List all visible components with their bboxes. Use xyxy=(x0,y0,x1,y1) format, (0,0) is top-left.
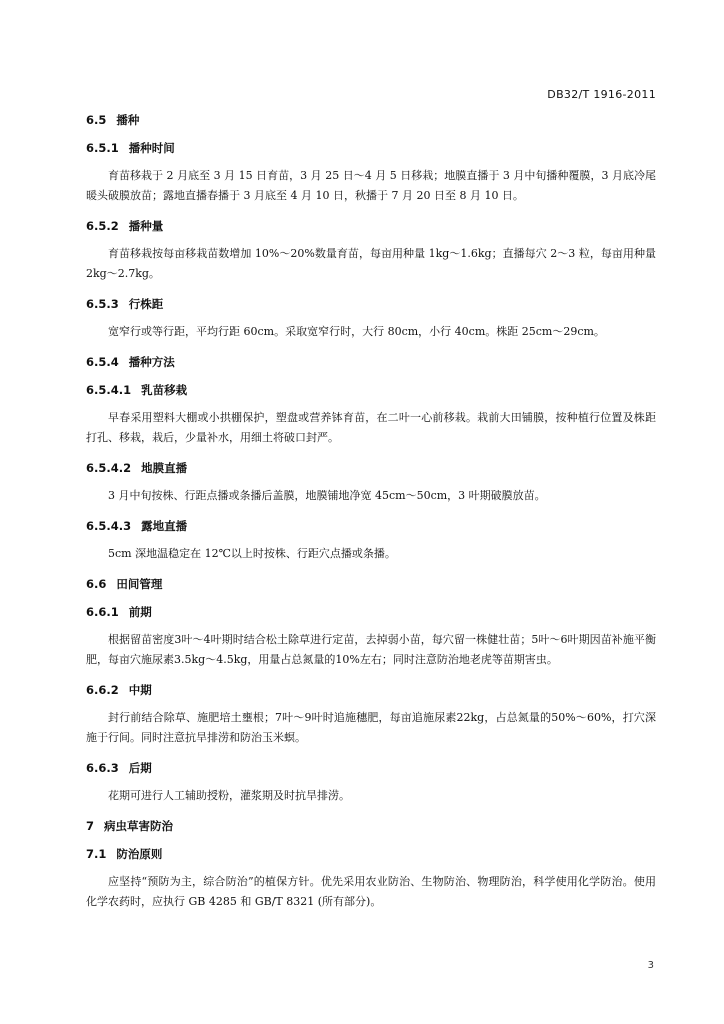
section-number: 6.5.1 xyxy=(86,141,119,155)
section-title: 行株距 xyxy=(128,297,164,311)
section-number: 6.6.1 xyxy=(86,605,119,619)
section-title: 乳苗移栽 xyxy=(141,383,188,397)
section-number: 6.6.3 xyxy=(86,761,119,775)
section-heading xyxy=(86,682,656,698)
section-number: 6.5.3 xyxy=(86,297,119,311)
section-heading xyxy=(86,218,656,234)
section-heading xyxy=(86,354,656,370)
section-paragraph: 早春采用塑料大棚或小拱棚保护，塑盘或营养钵育苗，在二叶一心前移栽。栽前大田铺膜，按种植行位置及株距打孔、移栽，栽后，少量补水，用细土将破口封严。 xyxy=(86,411,656,444)
section-paragraph: 封行前结合除草、施肥培土壅根；7叶～9叶时追施穗肥，每亩追施尿素22kg，占总氮量的50%～60%，打穴深施于行间。同时注意抗旱排涝和防治玉米螟。 xyxy=(86,711,656,744)
section-number: 7.1 xyxy=(86,847,107,861)
page-number: 3 xyxy=(647,960,654,971)
document-header-code: DB32/T 1916-2011 xyxy=(547,88,656,101)
section-title: 田间管理 xyxy=(116,577,163,591)
section-title: 中期 xyxy=(128,683,152,697)
section-number: 6.5.4 xyxy=(86,355,119,369)
section-title: 播种量 xyxy=(128,219,164,233)
section-heading xyxy=(86,112,656,128)
section-paragraph: 育苗移栽按每亩移栽苗数增加 10%～20%数量育苗，每亩用种量 1kg～1.6kg；直播每穴 2～3 粒，每亩用种量 2kg～2.7kg。 xyxy=(86,247,656,280)
section-title: 防治原则 xyxy=(116,847,163,861)
section-heading xyxy=(86,460,656,476)
section-title: 播种方法 xyxy=(128,355,175,369)
section-title: 播种时间 xyxy=(128,141,175,155)
section-heading xyxy=(86,604,656,620)
section-heading xyxy=(86,576,656,592)
section-number: 6.5.4.2 xyxy=(86,461,132,475)
section-paragraph: 宽窄行或等行距，平均行距 60cm。采取宽窄行时，大行 80cm，小行 40cm。株距 25cm～29cm。 xyxy=(108,325,605,338)
section-title: 前期 xyxy=(128,605,152,619)
section-heading xyxy=(86,760,656,776)
section-paragraph: 根据留苗密度3叶～4叶期时结合松土除草进行定苗，去掉弱小苗，每穴留一株健壮苗；5叶～6叶期因苗补施平衡肥，每亩穴施尿素3.5kg～4.5kg，用量占总氮量的10%左右；同时注意防治地老虎等苗期害虫。 xyxy=(86,633,656,666)
section-heading xyxy=(86,846,656,862)
section-title: 露地直播 xyxy=(141,519,188,533)
section-title: 播种 xyxy=(116,113,140,127)
section-paragraph: 3 月中旬按株、行距点播或条播后盖膜，地膜铺地净宽 45cm～50cm，3 叶期破膜放苗。 xyxy=(108,489,546,502)
section-paragraph: 花期可进行人工辅助授粉，灌浆期及时抗旱排涝。 xyxy=(108,789,350,802)
section-title: 病虫草害防治 xyxy=(104,819,174,833)
section-paragraph: 5cm 深地温稳定在 12℃以上时按株、行距穴点播或条播。 xyxy=(108,547,396,560)
section-paragraph: 应坚持“预防为主，综合防治”的植保方针。优先采用农业防治、生物防治、物理防治，科学使用化学防治。使用化学农药时，应执行 GB 4285 和 GB/T 8321 (所有部分)。 xyxy=(86,875,656,908)
section-number: 6.5.4.1 xyxy=(86,383,132,397)
section-number: 7 xyxy=(86,819,95,833)
document-body xyxy=(86,112,656,924)
section-number: 6.5.4.3 xyxy=(86,519,132,533)
section-number: 6.6.2 xyxy=(86,683,119,697)
chapter-heading xyxy=(86,818,656,834)
section-title: 地膜直播 xyxy=(141,461,188,475)
section-title: 后期 xyxy=(128,761,152,775)
section-heading xyxy=(86,382,656,398)
section-heading xyxy=(86,140,656,156)
section-number: 6.5.2 xyxy=(86,219,119,233)
section-paragraph: 育苗移栽于 2 月底至 3 月 15 日育苗，3 月 25 日～4 月 5 日移栽；地膜直播于 3 月中旬播种覆膜，3 月底冷尾暖头破膜放苗；露地直播春播于 3 月底至 4 月 10 日，秋播于 7 月 20 日至 8 月 10 日。 xyxy=(86,169,656,202)
section-number: 6.5 xyxy=(86,113,107,127)
section-heading xyxy=(86,296,656,312)
section-number: 6.6 xyxy=(86,577,107,591)
section-heading xyxy=(86,518,656,534)
